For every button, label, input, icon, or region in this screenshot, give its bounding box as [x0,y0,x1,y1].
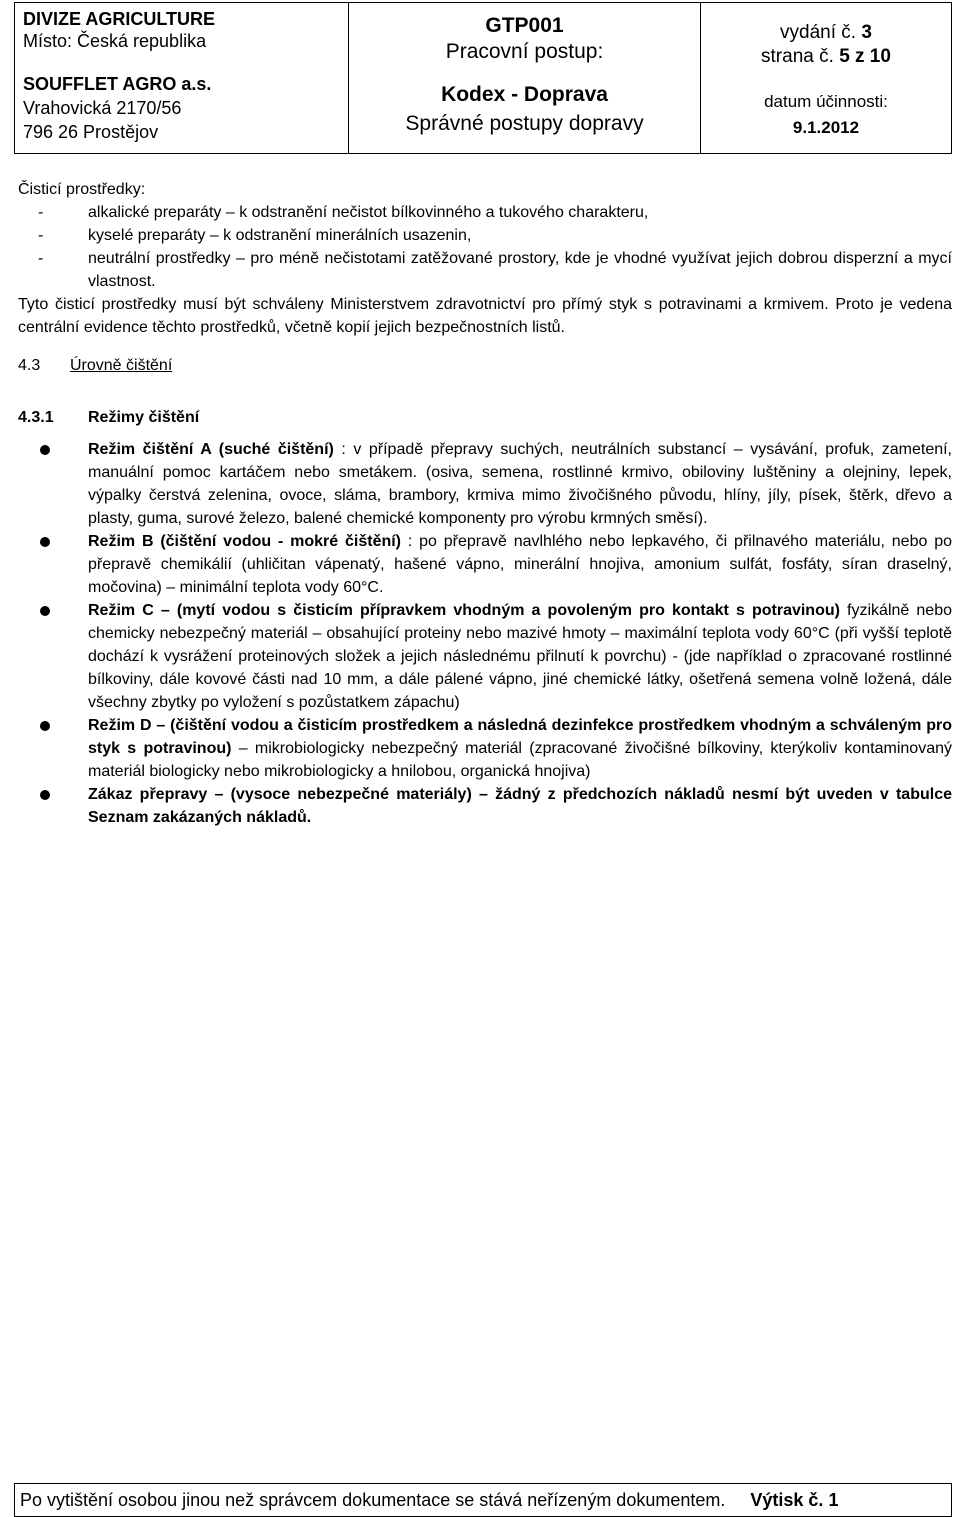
mode-text: – mikrobiologicky nebezpečný materiál (zpracované živočišné bílkoviny, kterýkoliv kontaminovaný materiál biologicky nebo mikrobiologicky a hnilobou, organická hnojiva) [88,740,952,780]
header-procedure-block [348,3,700,153]
cleaning-modes-list [18,438,952,829]
company-city: 796 26 Prostějov [23,122,159,142]
procedure-code: GTP001 [485,14,564,37]
subsection-title: Režimy čištění [88,409,200,426]
agent-text: alkalické preparáty – k odstranění nečistot bílkovinného a tukového charakteru, [88,204,649,221]
edition-number: 3 [861,22,872,43]
effective-date-label: datum účinnosti: [764,92,888,111]
approval-paragraph: Tyto čisticí prostředky musí být schváleny Ministerstvem zdravotnictví pro přímý styk s potravinami a krmivem. Proto je vedena centrální evidence těchto prostředků, včetně kopií jejich bezpečnostních listů. [18,296,952,336]
page-number [709,45,943,69]
procedure-type: Pracovní postup: [445,40,604,63]
list-item [18,201,952,224]
section-title: Úrovně čištění [70,357,173,374]
list-item [18,599,952,714]
document-body [18,178,952,829]
agents-heading: Čisticí prostředky: [18,181,146,198]
subsection-number: 4.3.1 [18,409,54,426]
list-item [18,530,952,599]
edition-label: vydání č. [780,22,857,43]
dash-marker: - [38,227,44,244]
mode-text: : po přepravě navlhlého nebo lepkavého, či přilnavého materiálu, nebo po přepravě chemikálií (uhličitan vápenatý, hašené vápno, minerální hnojiva, amonium sulfát, fosfáty, síran draselný, močovina) – minimální teplota vody 60°C. [88,533,952,596]
mode-text: fyzikálně nebo chemicky nebezpečný materiál – obsahující proteiny nebo mazivé hmoty – maximální teplota vody 60°C (při vyšší teplotě dochází k vysrážení proteinových složek a jejich následnému přilnutí k povrchu) - (jde například o zpracované rostlinné bílkoviny, dále kovové části nad 10 mm, a dále pálené vápno, jiné chemické látky, ošetřená semena volně ložená, dále všechny zbytky po vyložení s pozůstatkem zápachu) [88,602,952,711]
company-street: Vrahovická 2170/56 [23,98,182,118]
division-name: DIVIZE AGRICULTURE [23,9,215,29]
procedure-subtitle: Správné postupy dopravy [405,112,644,135]
edition [709,21,943,45]
document-footer [14,1483,952,1517]
bullet-icon [40,606,50,616]
location: Místo: Česká republika [23,31,207,51]
mode-lead: Režim C – (mytí vodou s čisticím přípravkem vhodným a povoleným pro kontakt s potravinou) [88,602,840,619]
procedure-title: Kodex - Doprava [441,83,608,106]
agents-list [18,201,952,293]
bullet-icon [40,537,50,547]
mode-lead: Režim čištění A (suché čištění) [88,441,334,458]
mode-lead: Režim D – (čištění vodou a čisticím prostředkem a následná dezinfekce prostředkem vhodným a schváleným pro styk s potravinou) [88,717,952,757]
agent-text: kyselé preparáty – k odstranění minerálních usazenin, [88,227,472,244]
subsection-heading [18,406,952,429]
effective-date: 9.1.2012 [792,118,860,137]
dash-marker: - [38,204,44,221]
page-value: 5 z 10 [839,46,891,67]
list-item [18,247,952,293]
list-item [18,714,952,783]
header-meta-block [700,3,951,153]
footer-notice: Po vytištění osobou jinou než správcem dokumentace se stává neřízeným dokumentem. [20,1490,726,1510]
page-label: strana č. [761,46,834,67]
list-item [18,438,952,530]
section-heading [18,354,952,377]
section-number: 4.3 [18,357,41,374]
bullet-icon [40,445,50,455]
bullet-icon [40,721,50,731]
agent-text: neutrální prostředky – pro méně nečistotami zatěžované prostory, kde je vhodné využívat jejich dobrou disperzní a mycí vlastnost. [88,250,952,290]
document-header [14,2,952,154]
mode-text: : v případě přepravy suchých, neutrálních substancí – vysávání, profuk, zametení, manuální pomoc kartáčem nebo smetákem. (osiva, semena, rostlinné krmivo, obiloviny luštěniny a olejniny, lepek, výpalky čerstvá zelenina, ovoce, sláma, brambory, krmiva mimo živočišného původu, hlíny, jíly, písek, štěrk, dřevo a plasty, guma, surové železo, balené chemické komponenty pro výrobu krmných směsí). [88,441,953,527]
mode-lead: Zákaz přepravy – (vysoce nebezpečné materiály) – žádný z předchozích nákladů nesmí být uveden v tabulce Seznam zakázaných nákladů. [88,786,952,826]
dash-marker: - [38,250,44,267]
mode-lead: Režim B (čištění vodou - mokré čištění) [88,533,402,550]
copy-number: Výtisk č. 1 [750,1490,839,1510]
list-item [18,224,952,247]
bullet-icon [40,790,50,800]
company-name: SOUFFLET AGRO a.s. [23,74,212,94]
list-item [18,783,952,829]
header-company-block [15,3,348,153]
